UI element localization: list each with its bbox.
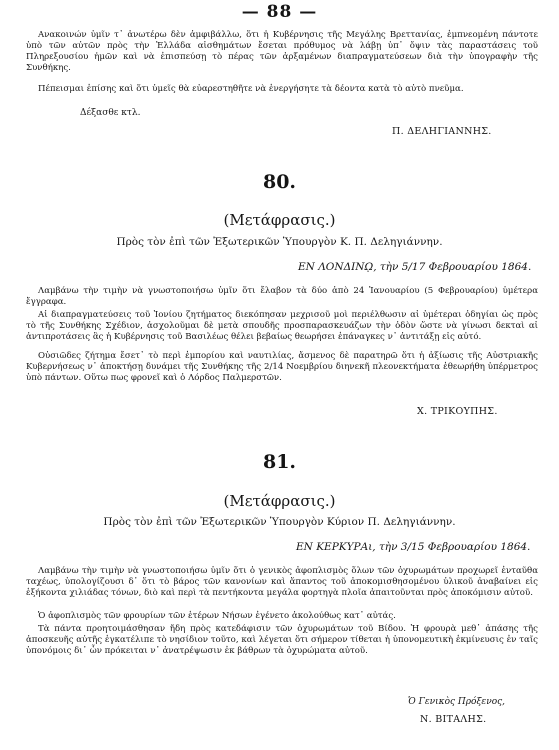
document-80-recipient: Πρὸς τὸν ἐπὶ τῶν Ἐξωτερικῶν Ὑπουργὸν Κ. Π. Δεληγιάννην. [116, 236, 443, 248]
document-80-dateline: ΕΝ ΛΟΝΔΙΝῼ, τὴν 5/17 Φεβρουαρίου 1864. [298, 261, 532, 273]
intro-paragraph-1: Ανακοινών ὑμῖν τ᾽ ἀνωτέρω δὲν ἀμφιβάλλω, ὅτι ἡ Κυβέρνησις τῆς Μεγάλης Βρεττανίας, ἐμπνεομένη πάντοτε ὑπὸ τῶν αὐτῶν πρὸς τὴν Ἑλλάδα αἰσθημάτων ἔσεται πρόθυμος νὰ λάβῃ ὑπ᾽ ὄψιν τὰς παραστάσεις τοῦ Πληρεξουσίου ἡμῶν καὶ νὰ ἐπισπεύσῃ τὸ πέρας τῶν ἀρξαμένων διαπραγματεύσεων διὰ τὴν ὑπογραφὴν τῆς Συνθήκης. [26, 30, 538, 73]
document-81-signature: Ν. ΒΙΤΑΛΗΣ. [420, 714, 487, 725]
document-81-subheading: (Μετάφρασις.) [223, 492, 336, 510]
intro-signature: Π. ΔΕΛΗΓΙΑΝΝΗΣ. [392, 126, 492, 137]
document-81-recipient: Πρὸς τὸν ἐπὶ τῶν Ἐξωτερικῶν Ὑπουργὸν Κύριον Π. Δεληγιάννην. [103, 516, 456, 528]
document-81-paragraph-1: Λαμβάνω τὴν τιμὴν νὰ γνωστοποιήσω ὑμῖν ὅτι ὁ γενικὸς ἀφοπλισμὸς ὅλων τῶν ὀχυρωμάτων προχωρεῖ ἐνταῦθα ταχέως, ὑπολογίζουσι δ᾽ ὅτι τὸ βάρος τῶν κανονίων καὶ ἅπαντος τοῦ ἀποκομισθησομένου ὑλικοῦ ἀναβαίνει εἰς ἑξήκοντα χιλιάδας τόνων, διὸ καὶ περὶ τὰ πεντήκοντα μεγάλα φορτηγὰ πλοῖα ἀπαιτοῦνται πρὸς ἀποκόμισιν αὐτοῦ. [26, 566, 538, 598]
document-81-number: 81. [262, 451, 297, 473]
document-80-number: 80. [262, 171, 297, 193]
document-80-paragraph-1: Λαμβάνω τὴν τιμὴν νὰ γνωστοποιήσω ὑμῖν ὅτι ἔλαβον τὰ δύο ἀπὸ 24 Ἰανουαρίου (5 Φεβρουαρίου) ὑμέτερα ἔγγραφα. [26, 286, 538, 307]
document-81-closing: Ὁ Γενικὸς Πρόξενος, [408, 697, 506, 707]
document-81-dateline: ΕΝ ΚΕΡΚΥΡΑι, τὴν 3/15 Φεβρουαρίου 1864. [296, 541, 531, 553]
document-80-paragraph-3: Οὐσιῶδες ζήτημα ἔσετ᾽ τὸ περὶ ἐμπορίου καὶ ναυτιλίας, ἄσμενος δὲ παρατηρῶ ὅτι ἡ ἀξίωσις τῆς Αὐστριακῆς Κυβερνήσεως ν᾽ ἀποκτήσῃ δυνάμει τῆς Συνθήκης τῆς 2/14 Νοεμβρίου διηνεκῆ πλεονεκτήματα ἐθεωρήθη ὑπέρμετρος ὑπὸ πάντων. Οὕτω πως φρονεῖ καὶ ὁ Λόρδος Παλμερστῶν. [26, 351, 538, 383]
document-81-paragraph-2: Ὁ ἀφοπλισμὸς τῶν φρουρίων τῶν ἑτέρων Νήσων ἐγένετο ἀκολούθως κατ᾽ αὐτάς. [38, 611, 396, 621]
document-80-subheading: (Μετάφρασις.) [223, 211, 336, 229]
document-80-signature: Χ. ΤΡΙΚΟΥΠΗΣ. [417, 406, 498, 417]
document-80-paragraph-2: Αἱ διαπραγματεύσεις τοῦ Ἰονίου ζητήματος διεκόπησαν μεχρισοῦ μοὶ περιέλθωσιν αἱ ὑμέτεραι ὁδηγίαι ὡς πρὸς τὸ τῆς Συνθήκης Σχέδιον, ἀσχολοῦμαι δὲ μετὰ σπουδῆς προσπαρασκευάζων τὴν ὁδὸν ὥστε νὰ γίνωσι δεκταὶ αἱ ἀντιπροτάσεις ἃς ἡ Κυβέρνησις τοῦ Βασιλέως θέλει βεβαίως θεωρήσει ἐπάναγκες ν᾽ ἀντιτάξῃ εἰς αὐτό. [26, 310, 538, 342]
page-number: — 88 — [241, 2, 318, 22]
document-81-paragraph-3: Τὰ πάντα προητοιμάσθησαν ἤδη πρὸς κατεδάφισιν τῶν ὀχυρωμάτων τοῦ Βίδου. Ἡ φρουρὰ μεθ᾽ ἁπάσης τῆς ἀποσκευῆς αὐτῆς ἐγκατέλιπε τὸ νησίδιον τοῦτο, καὶ λέγεται ὅτι σήμερον τίθεται ἡ ὑπονομευτικὴ ἐκμίνευσις ἐν ταῖς ὑπονόμοις δι᾽ ὧν πρόκειται ν᾽ ἀνατρέψωσιν ἐκ βάθρων τὰ ὀχυρώματα αὐτοῦ. [26, 624, 538, 656]
intro-closing: Δέξασθε κτλ. [80, 108, 141, 118]
intro-paragraph-2: Πέπεισμαι ἐπίσης καὶ ὅτι ὑμεῖς θὰ εὐαρεστηθῆτε νὰ ἐνεργήσητε τὰ δέοντα κατὰ τὸ αὐτὸ πνεῦμα. [38, 84, 464, 94]
